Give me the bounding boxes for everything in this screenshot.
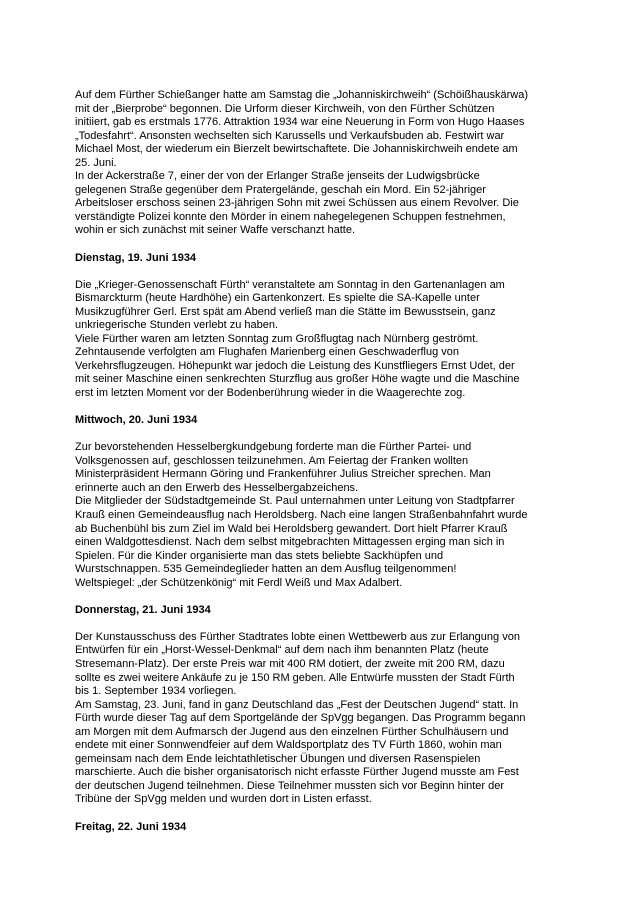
- paragraph-line: mit der „Bierprobe“ begonnen. Die Urform dieser Kirchweih, von den Fürther Schützen: [75, 102, 495, 115]
- paragraph-line: Wurstschnappen. 535 Gemeindeglieder hatten an dem Ausflug teilgenommen!: [75, 563, 457, 576]
- paragraph-line: Viele Fürther waren am letzten Sonntag zum Großflugtag nach Nürnberg geströmt.: [75, 332, 479, 345]
- paragraph-line: gelegenen Straße gegenüber dem Pratergelände, geschah ein Mord. Ein 52-jähriger: [75, 183, 486, 196]
- paragraph-line: am Morgen mit dem Aufmarsch der Jugend aus den einzelnen Fürther Schulhäusern und: [75, 725, 509, 738]
- paragraph-line: wohin er sich zunächst mit seiner Waffe verschanzt hatte.: [75, 224, 356, 237]
- paragraph: [75, 89, 581, 238]
- paragraph-line: Michael Most, der wiederum ein Bierzelt bewirtschaftete. Die Johanniskirchweih endete am: [75, 143, 518, 156]
- paragraph-line: marschierte. Auch die bisher organisatorisch nicht erfasste Fürther Jugend musste am Fest: [75, 766, 519, 779]
- paragraph-line: Die „Krieger-Genossenschaft Fürth“ veranstaltete am Sonntag in den Gartenanlagen am: [75, 278, 505, 291]
- paragraph-line: Am Samstag, 23. Juni, fand in ganz Deutschland das „Fest der Deutschen Jugend“ statt. In: [75, 698, 519, 711]
- paragraph-line: Krauß einen Gemeindeausflug nach Heroldsberg. Nach eine langen Straßenbahnfahrt wurde: [75, 508, 528, 521]
- paragraph: [75, 441, 581, 590]
- paragraph-line: Zur bevorstehenden Hesselbergkundgebung forderte man die Fürther Partei- und: [75, 441, 472, 454]
- paragraph-line: Arbeitsloser erschoss seinen 23-jährigen Sohn mit zwei Schüssen aus einem Revolver. Die: [75, 197, 519, 210]
- paragraph-line: bis 1. September 1934 vorliegen.: [75, 685, 237, 698]
- paragraph-line: verständigte Polizei konnte den Mörder in einem nahegelegenen Schuppen festnehmen,: [75, 210, 506, 223]
- paragraph-line: mit seiner Maschine einen senkrechten Sturzflug aus großer Höhe wagte und die Maschine: [75, 373, 520, 386]
- date-heading: Mittwoch, 20. Juni 1934: [75, 414, 198, 427]
- paragraph-line: erinnerte auch an den Erwerb des Hesselbergabzeichens.: [75, 481, 359, 494]
- paragraph-line: Bismarckturm (heute Hardhöhe) ein Gartenkonzert. Es spielte die SA-Kapelle unter: [75, 292, 480, 305]
- paragraph-line: unkriegerische Stunden verlebt zu haben.: [75, 319, 279, 332]
- paragraph-line: Auf dem Fürther Schießanger hatte am Samstag die „Johanniskirchweih“ (Schöißhauskärwa): [75, 89, 529, 101]
- paragraph-line: sollte es zwei weitere Ankäufe zu je 150 RM geben. Alle Entwürfe mussten der Stadt Fürth: [75, 671, 515, 684]
- paragraph-line: Tribüne der SpVgg melden und wurden dort in Listen erfasst.: [75, 793, 372, 806]
- paragraph-line: Spielen. Für die Kinder organisierte man das stets beliebte Sackhüpfen und: [75, 549, 444, 562]
- paragraph-line: Zehntausende verfolgten am Flughafen Marienberg einen Geschwaderflug von: [75, 346, 460, 359]
- paragraph-line: „Todesfahrt“. Ansonsten wechselten sich Karussells und Verkaufsbuden ab. Festwirt war: [75, 129, 505, 142]
- paragraph-line: einen Waldgottesdienst. Nach dem selbst mitgebrachten Mittagessen erging man sich in: [75, 536, 505, 549]
- paragraph: [75, 279, 581, 401]
- paragraph-line: Musikzugführer Gerl. Erst spät am Abend verließ man die Stätte im Bewusstsein, ganz: [75, 305, 496, 318]
- paragraph-line: Fürth wurde dieser Tag auf dem Sportgelände der SpVgg begangen. Das Programm begann: [75, 712, 526, 725]
- paragraph-line: der deutschen Jugend teilnehmen. Diese Teilnehmer mussten sich vor Beginn hinter der: [75, 779, 505, 792]
- paragraph-line: ab Buchenbühl bis zum Ziel im Wald bei Heroldsberg gewandert. Dort hielt Pfarrer Krauß: [75, 522, 508, 535]
- paragraph: [75, 631, 581, 807]
- paragraph-line: endete mit einer Sonnwendfeier auf dem Waldsportplatz des TV Fürth 1860, wohin man: [75, 739, 502, 752]
- paragraph-line: Ministerpräsident Hermann Göring und Frankenführer Julius Streicher sprechen. Man: [75, 468, 491, 481]
- paragraph-line: In der Ackerstraße 7, einer der von der Erlanger Straße jenseits der Ludwigsbrücke: [75, 170, 480, 183]
- paragraph-line: Entwürfen für ein „Horst-Wessel-Denkmal“ auf dem nach ihm benannten Platz (heute: [75, 644, 489, 657]
- paragraph-line: erst im letzten Moment vor der Bodenberührung wieder in die Waagerechte zog.: [75, 387, 466, 400]
- paragraph-line: Die Mitglieder der Südstadtgemeinde St. Paul unternahmen unter Leitung von Stadtpfarrer: [75, 495, 515, 508]
- date-heading: Dienstag, 19. Juni 1934: [75, 251, 197, 264]
- paragraph-line: Der Kunstausschuss des Fürther Stadtrates lobte einen Wettbewerb aus zur Erlangung von: [75, 630, 520, 643]
- paragraph-line: Stresemann-Platz). Der erste Preis war mit 400 RM dotiert, der zweite mit 200 RM, dazu: [75, 657, 505, 670]
- paragraph-line: Volksgenossen auf, geschlossen teilzunehmen. Am Feiertag der Franken wollten: [75, 454, 469, 467]
- date-heading: Donnerstag, 21. Juni 1934: [75, 603, 211, 616]
- paragraph-line: gemeinsam nach dem Ende leichtathletischer Übungen und diversen Rasenspielen: [75, 752, 481, 765]
- paragraph-line: initiiert, gab es erstmals 1776. Attraktion 1934 war eine Neuerung in Form von Hugo Haases: [75, 116, 525, 129]
- paragraph-line: Weltspiegel: „der Schützenkönig“ mit Ferdl Weiß und Max Adalbert.: [75, 576, 403, 589]
- paragraph-line: Verkehrsflugzeugen. Höhepunkt war jedoch die Leistung des Kunstfliegers Ernst Udet, der: [75, 359, 515, 372]
- paragraph-line: 25. Juni.: [75, 156, 117, 169]
- date-heading: Freitag, 22. Juni 1934: [75, 820, 187, 833]
